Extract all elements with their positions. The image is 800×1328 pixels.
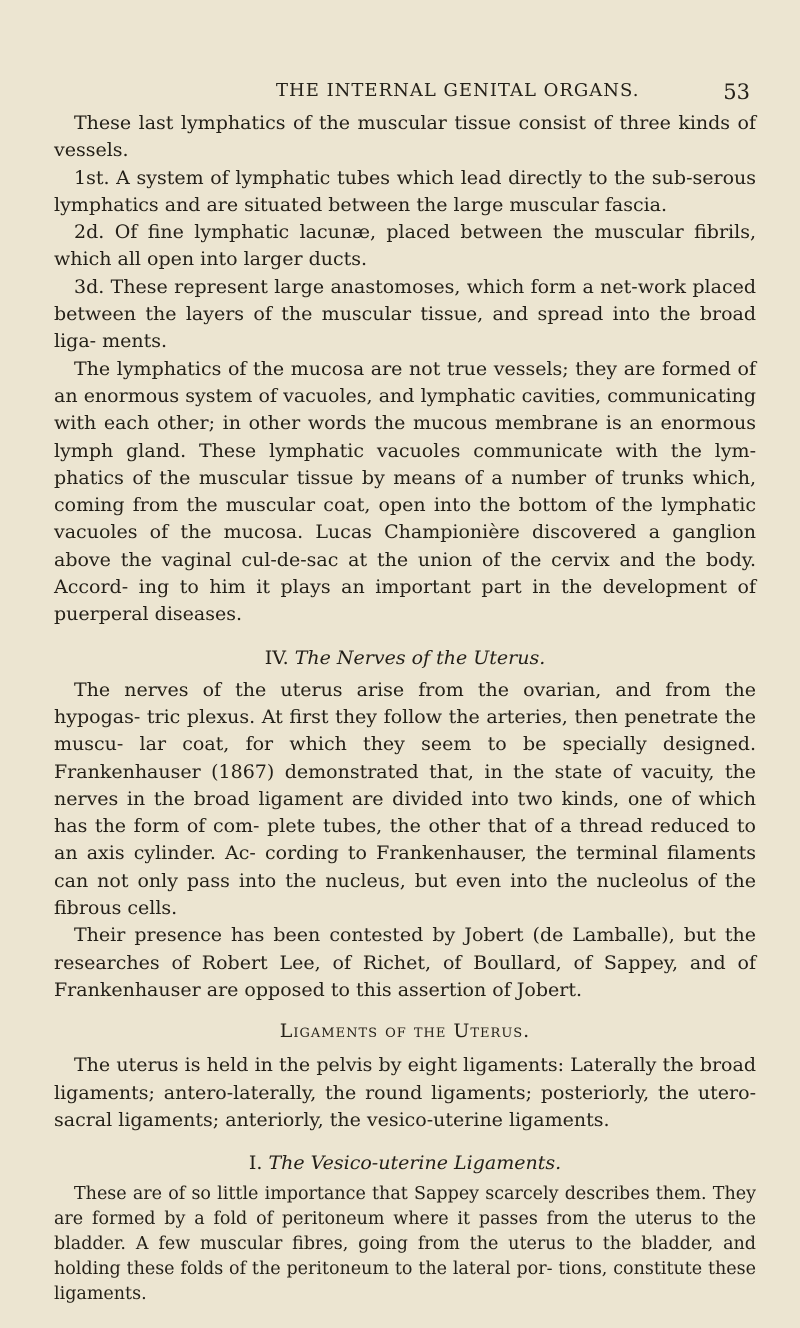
section-heading-nerves [54,647,756,669]
paragraph: 2d. Of fine lymphatic lacunæ, placed between the muscular fibrils, which all open into larger ducts. [54,221,756,271]
running-head [54,0,756,110]
section-number: I. [248,1152,263,1175]
nerves-text [54,677,756,1005]
section-title: The Nerves of the Uterus. [294,646,546,669]
paragraph: Their presence has been contested by Jobert (de Lamballe), but the researches of Robert Lee, of Richet, of Boullard, of Sappey, and of Frankenhauser are opposed to this assertion of Jobert. [54,924,756,1001]
section-heading-vesico-uterine [54,1152,756,1174]
section-number: IV. [264,646,289,669]
paragraph: 1st. A system of lymphatic tubes which lead directly to the sub-serous lymphatics and are situated between the large muscular fascia. [54,166,756,216]
page-number: 53 [723,80,750,104]
paragraph: The nerves of the uterus arise from the ovarian, and from the hypogas- tric plexus. At first they follow the arteries, then penetrate the muscu- lar coat, for which they seem to be specially designed. Frankenhauser (1867) demonstrated that, in the state of vacuity, the nerves in the broad ligament are divided into two kinds, one of which has the form of com- plete tubes, the other that of a thread reduced to an axis cylinder. Ac- cording to Frankenhauser, the terminal filaments can not only pass into the nucleus, but even into the nucleolus of the fibrous cells. [54,678,756,920]
paragraph: The lymphatics of the mucosa are not true vessels; they are formed of an enormous system of vacuoles, and lymphatic cavities, communicating with each other; in other words the mucous membrane is an enormous lymph gland. These lymphatic vacuoles communicate with the lym- phatics of the muscular tissue by means of a number of trunks which, coming from the muscular coat, open into the bottom of the lymphatic vacuoles of the mucosa. Lucas Championière discovered a ganglion above the vaginal cul-de-sac at the union of the cervix and the body. Accord- ing to him it plays an important part in the development of puerperal diseases. [54,357,756,626]
ligaments-text [54,1052,756,1134]
paragraph: 3d. These represent large anastomoses, which form a net-work placed between the layers of the muscular tissue, and spread into the broad liga- ments. [54,275,756,353]
section-title: The Vesico-uterine Ligaments. [268,1152,562,1175]
lymphatics-text [54,110,756,629]
paragraph: These last lymphatics of the muscular tissue consist of three kinds of vessels. [54,112,756,162]
paragraph: The uterus is held in the pelvis by eight ligaments: Laterally the broad ligaments; antero-laterally, the round ligaments; posteriorly, the utero- sacral ligaments; anteriorly, the vesico-uterine ligaments. [54,1054,756,1131]
vesico-uterine-text [54,1182,756,1307]
running-head-title: THE INTERNAL GENITAL ORGANS. [276,80,640,101]
paragraph: These are of so little importance that Sappey scarcely describes them. They are formed by a fold of peritoneum where it passes from the uterus to the bladder. A few muscular fibres, going from the uterus to the bladder, and holding these folds of the peritoneum to the lateral por- tions, constitute these ligaments. [54,1184,756,1305]
ligaments-heading: Ligaments of the Uterus. [279,1020,531,1043]
